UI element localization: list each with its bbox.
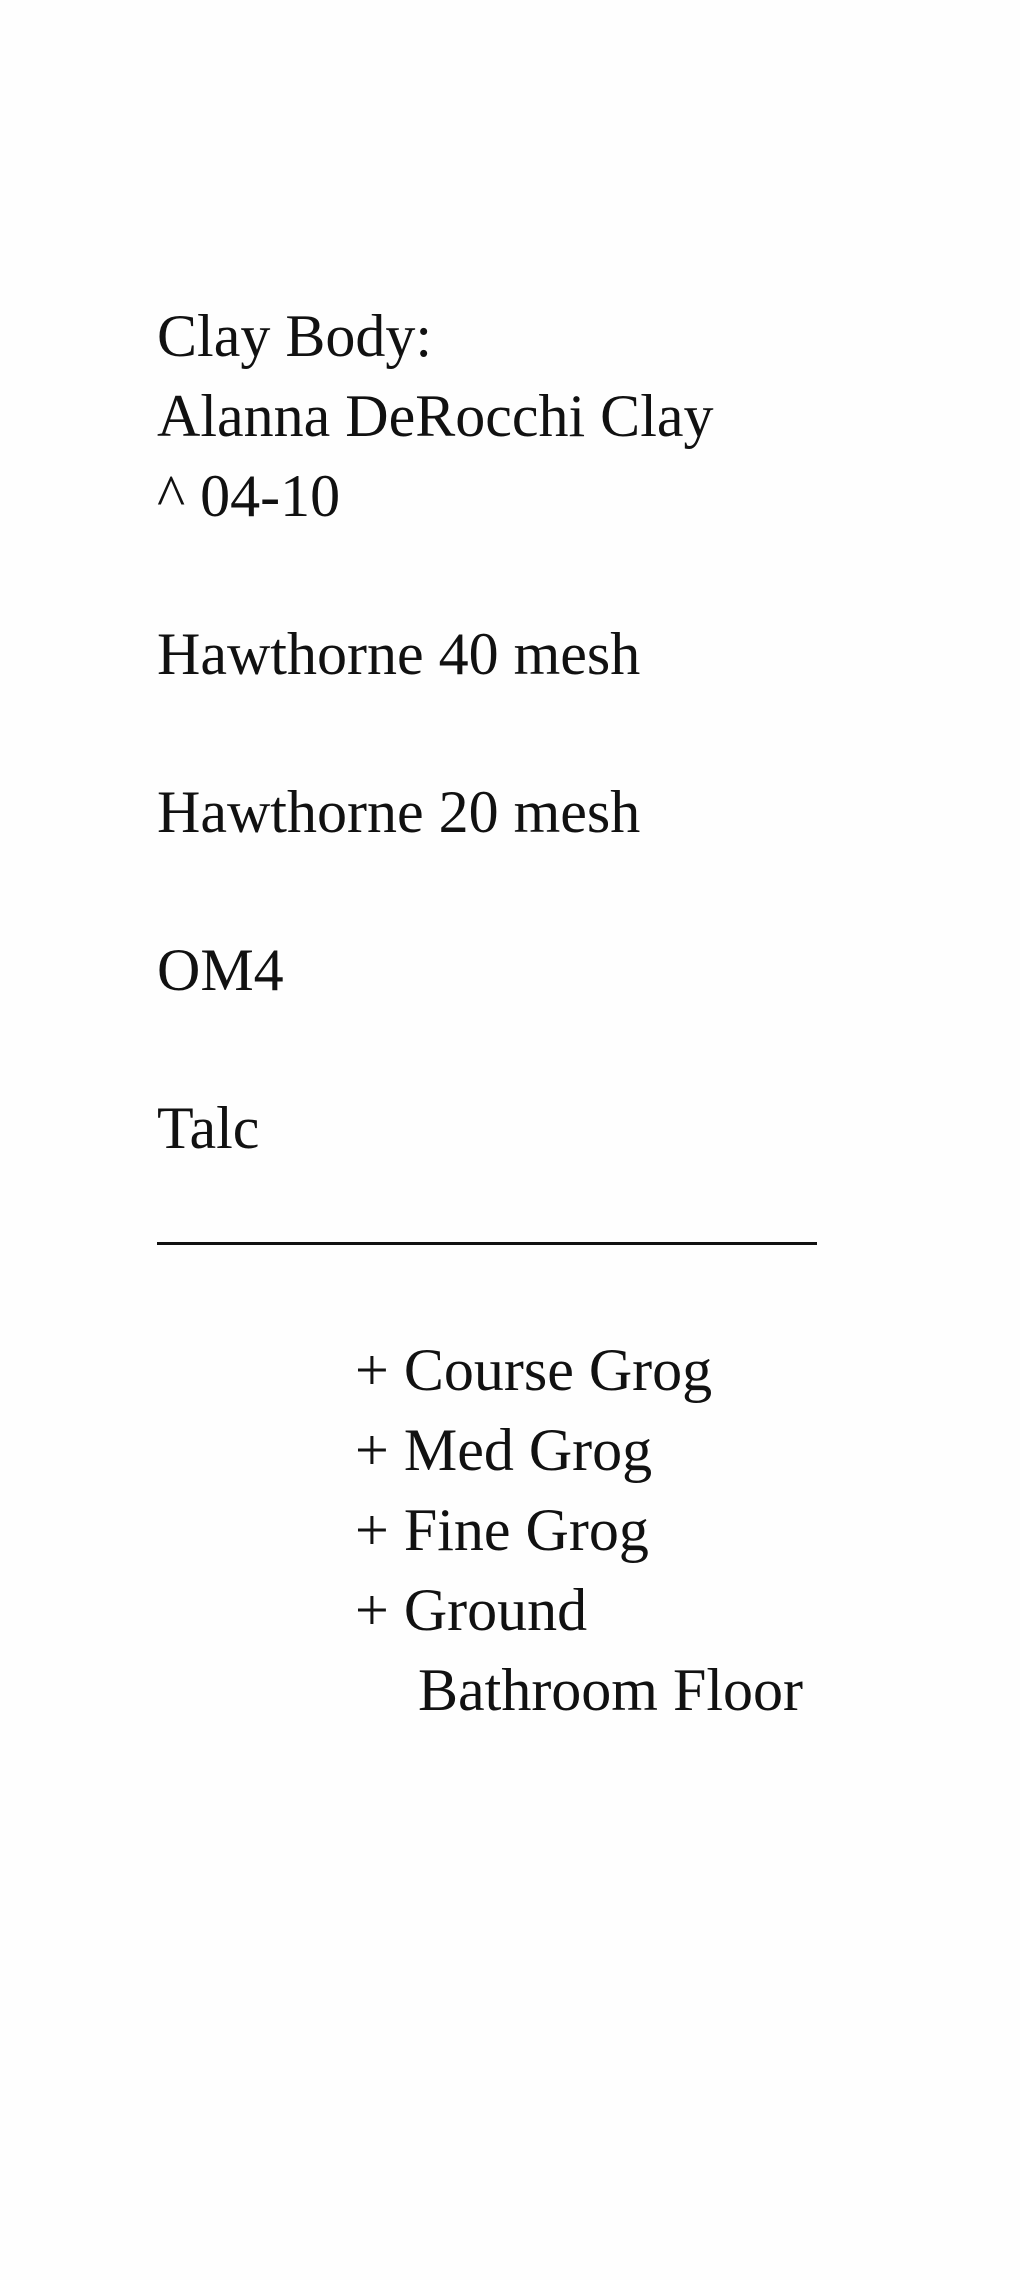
addition-continuation: Bathroom Floor — [418, 1657, 803, 1723]
ingredient-item: OM4 — [157, 937, 284, 1003]
addition-item: + Fine Grog — [355, 1497, 649, 1563]
addition-item: + Med Grog — [355, 1417, 653, 1483]
divider-rule — [157, 1242, 817, 1245]
ingredient-item: Hawthorne 20 mesh — [157, 779, 641, 845]
recipe-name: Alanna DeRocchi Clay — [157, 383, 714, 449]
ingredient-item: Talc — [157, 1095, 260, 1161]
cone-range: ^ 04-10 — [157, 463, 341, 529]
ingredient-item: Hawthorne 40 mesh — [157, 621, 641, 687]
addition-item: + Ground — [355, 1577, 588, 1643]
addition-item: + Course Grog — [355, 1337, 713, 1403]
recipe-heading: Clay Body: — [157, 303, 433, 369]
